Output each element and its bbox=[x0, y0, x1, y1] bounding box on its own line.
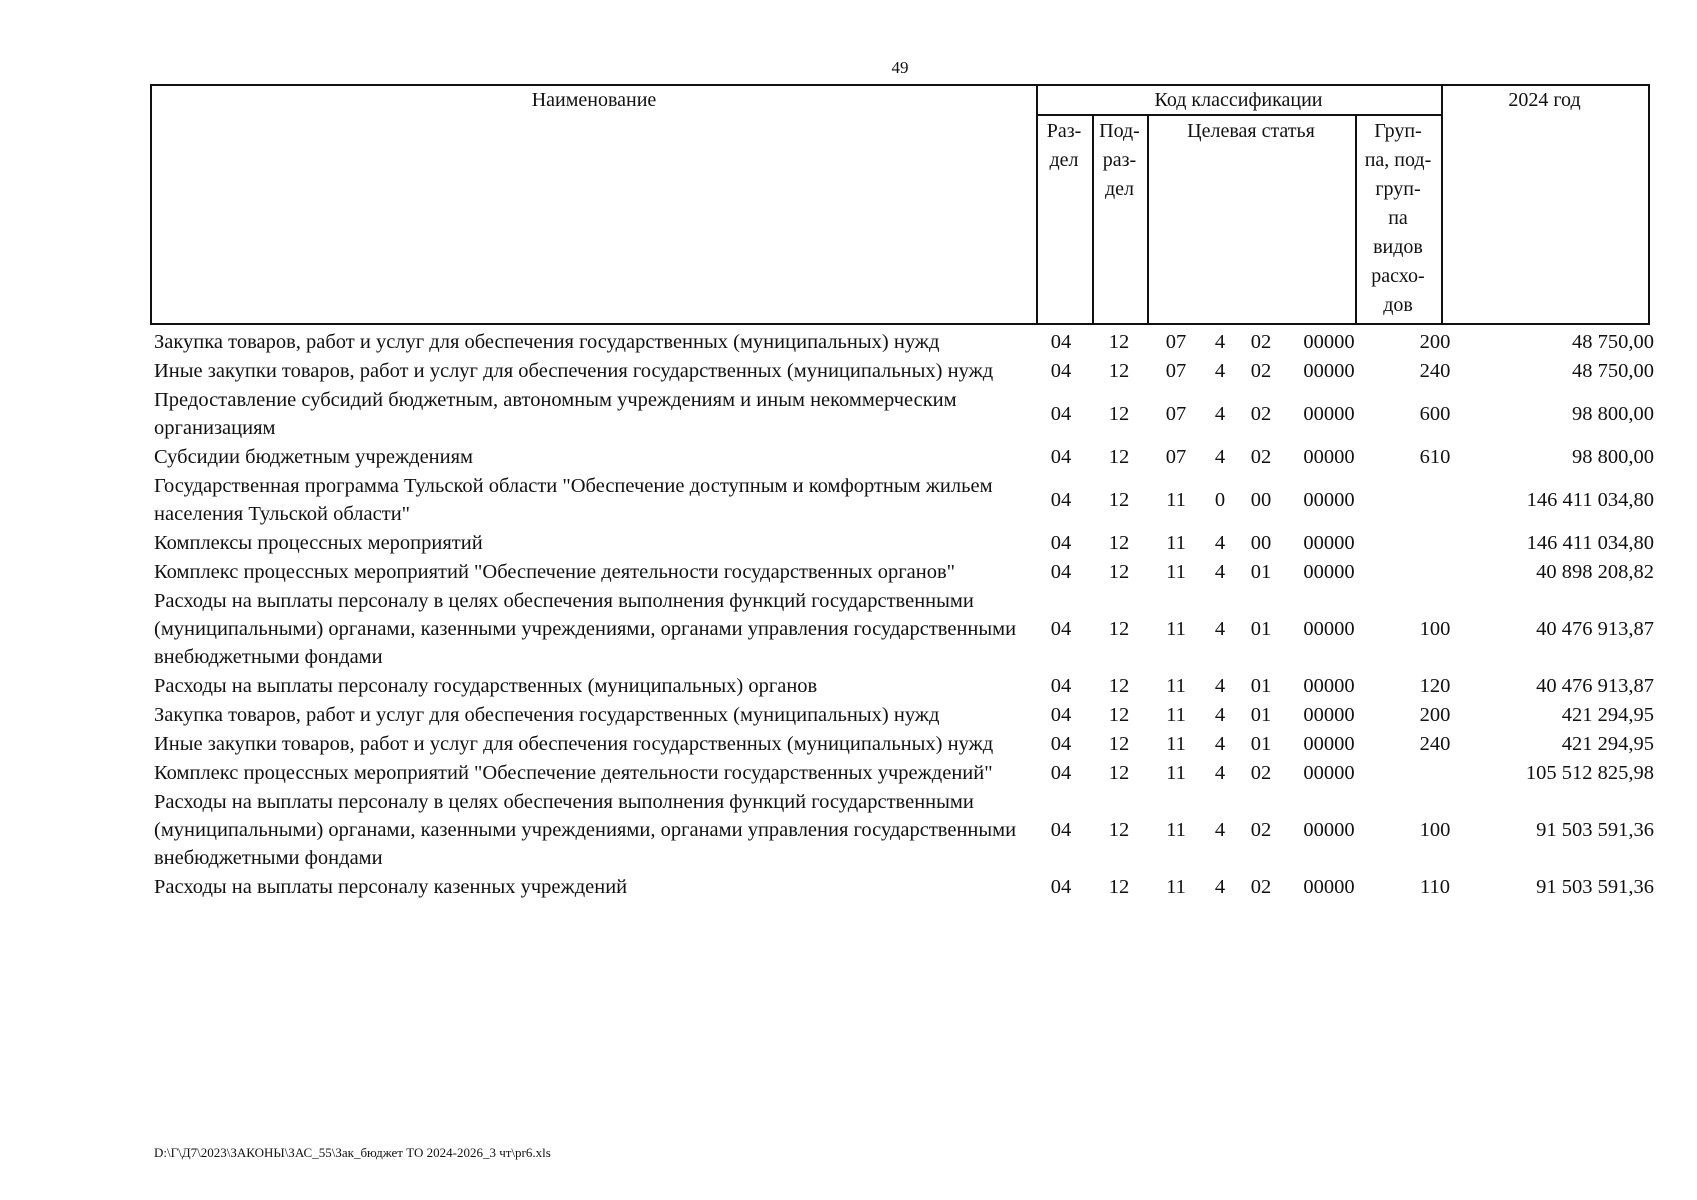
podrazdel-code: 12 bbox=[1108, 818, 1130, 841]
row-amount: 421 294,95 bbox=[1561, 732, 1654, 755]
program-code: 11 bbox=[1166, 761, 1186, 784]
program-code: 11 bbox=[1166, 560, 1186, 583]
direction-code: 00000 bbox=[1303, 761, 1355, 784]
table-row bbox=[154, 557, 1654, 586]
row-amount: 146 411 034,80 bbox=[1526, 488, 1654, 511]
footer-file-path: D:\Г\Д7\2023\ЗАКОНЫ\ЗАС_55\Зак_бюджет ТО 2024-2026_3 чт\pr6.xls bbox=[154, 1145, 551, 1160]
type-code: 4 bbox=[1214, 674, 1226, 697]
subprogram-code: 00 bbox=[1250, 531, 1272, 554]
table-body bbox=[154, 327, 1654, 901]
subprogram-code: 02 bbox=[1250, 875, 1272, 898]
program-code: 07 bbox=[1165, 402, 1187, 425]
podrazdel-code: 12 bbox=[1108, 359, 1130, 382]
podrazdel-code: 12 bbox=[1108, 445, 1130, 468]
row-amount: 48 750,00 bbox=[1572, 330, 1654, 353]
row-name: Закупка товаров, работ и услуг для обеспечения государственных (муниципальных) нужд bbox=[154, 331, 940, 353]
subprogram-code: 01 bbox=[1250, 674, 1272, 697]
direction-code: 00000 bbox=[1303, 330, 1355, 353]
direction-code: 00000 bbox=[1303, 674, 1355, 697]
subprogram-code: 02 bbox=[1250, 402, 1272, 425]
razdel-code: 04 bbox=[1050, 445, 1072, 468]
row-amount: 146 411 034,80 bbox=[1526, 531, 1654, 554]
subprogram-code: 01 bbox=[1250, 560, 1272, 583]
podrazdel-code: 12 bbox=[1108, 560, 1130, 583]
header-razdel: Раз- дел bbox=[1046, 120, 1082, 171]
subprogram-code: 02 bbox=[1250, 445, 1272, 468]
expense-type-code: 200 bbox=[1419, 330, 1451, 353]
table-row bbox=[154, 729, 1654, 758]
subprogram-code: 01 bbox=[1250, 617, 1272, 640]
subprogram-code: 02 bbox=[1250, 359, 1272, 382]
header-year: 2024 год bbox=[1508, 89, 1581, 111]
type-code: 4 bbox=[1214, 330, 1226, 353]
row-name: Комплекс процессных мероприятий "Обеспечение деятельности государственных органов" bbox=[154, 561, 956, 583]
razdel-code: 04 bbox=[1050, 732, 1072, 755]
subprogram-code: 00 bbox=[1250, 488, 1272, 511]
row-name: Предоставление субсидий бюджетным, автономным учреждениям и иным некоммерческим организациям bbox=[154, 389, 957, 439]
table-header bbox=[150, 84, 1650, 325]
type-code: 4 bbox=[1214, 445, 1226, 468]
type-code: 4 bbox=[1214, 359, 1226, 382]
table-row bbox=[154, 471, 1654, 528]
razdel-code: 04 bbox=[1050, 402, 1072, 425]
type-code: 4 bbox=[1214, 560, 1226, 583]
program-code: 11 bbox=[1166, 617, 1186, 640]
expense-type-code: 610 bbox=[1419, 445, 1451, 468]
direction-code: 00000 bbox=[1303, 560, 1355, 583]
razdel-code: 04 bbox=[1050, 617, 1072, 640]
header-target: Целевая статья bbox=[1187, 120, 1315, 142]
direction-code: 00000 bbox=[1303, 359, 1355, 382]
razdel-code: 04 bbox=[1050, 560, 1072, 583]
podrazdel-code: 12 bbox=[1108, 703, 1130, 726]
direction-code: 00000 bbox=[1303, 617, 1355, 640]
direction-code: 00000 bbox=[1303, 875, 1355, 898]
expense-type-code: 240 bbox=[1419, 359, 1451, 382]
table-row bbox=[154, 758, 1654, 787]
type-code: 4 bbox=[1214, 703, 1226, 726]
expense-type-code: 100 bbox=[1419, 617, 1451, 640]
expense-type-code: 600 bbox=[1419, 402, 1451, 425]
direction-code: 00000 bbox=[1303, 531, 1355, 554]
program-code: 11 bbox=[1166, 703, 1186, 726]
header-divider bbox=[1441, 86, 1443, 323]
type-code: 4 bbox=[1214, 818, 1226, 841]
podrazdel-code: 12 bbox=[1108, 875, 1130, 898]
razdel-code: 04 bbox=[1050, 703, 1072, 726]
table-row bbox=[154, 356, 1654, 385]
table-row bbox=[154, 787, 1654, 872]
subprogram-code: 01 bbox=[1250, 732, 1272, 755]
row-name: Иные закупки товаров, работ и услуг для обеспечения государственных (муниципальных) нужд bbox=[154, 360, 994, 382]
expense-type-code: 110 bbox=[1420, 875, 1450, 898]
expense-type-code: 200 bbox=[1419, 703, 1451, 726]
program-code: 11 bbox=[1166, 818, 1186, 841]
row-amount: 105 512 825,98 bbox=[1525, 761, 1654, 784]
razdel-code: 04 bbox=[1050, 674, 1072, 697]
program-code: 07 bbox=[1165, 330, 1187, 353]
row-name: Расходы на выплаты персоналу казенных учреждений bbox=[154, 876, 628, 898]
expense-type-code: 240 bbox=[1419, 732, 1451, 755]
program-code: 07 bbox=[1165, 359, 1187, 382]
table-row bbox=[154, 700, 1654, 729]
row-name: Иные закупки товаров, работ и услуг для обеспечения государственных (муниципальных) нужд bbox=[154, 733, 994, 755]
row-name: Государственная программа Тульской области "Обеспечение доступным и комфортным жильем населения Тульской области" bbox=[154, 475, 993, 525]
type-code: 4 bbox=[1214, 531, 1226, 554]
table-row bbox=[154, 442, 1654, 471]
type-code: 0 bbox=[1214, 488, 1226, 511]
podrazdel-code: 12 bbox=[1108, 674, 1130, 697]
razdel-code: 04 bbox=[1050, 531, 1072, 554]
direction-code: 00000 bbox=[1303, 402, 1355, 425]
type-code: 4 bbox=[1214, 617, 1226, 640]
direction-code: 00000 bbox=[1303, 818, 1355, 841]
razdel-code: 04 bbox=[1050, 488, 1072, 511]
podrazdel-code: 12 bbox=[1108, 531, 1130, 554]
program-code: 11 bbox=[1166, 531, 1186, 554]
table-row bbox=[154, 528, 1654, 557]
row-amount: 48 750,00 bbox=[1572, 359, 1654, 382]
expense-type-code: 120 bbox=[1419, 674, 1451, 697]
type-code: 4 bbox=[1214, 402, 1226, 425]
program-code: 11 bbox=[1166, 875, 1186, 898]
page-number: 49 bbox=[891, 58, 909, 77]
podrazdel-code: 12 bbox=[1108, 761, 1130, 784]
subprogram-code: 02 bbox=[1250, 330, 1272, 353]
header-podrazdel: Под- раз- дел bbox=[1099, 120, 1140, 200]
row-name: Расходы на выплаты персоналу в целях обеспечения выполнения функций государственными (муниципальными) органами, казенными учреждениями, органами управления государственными внебюджетными фондами bbox=[154, 791, 1017, 869]
direction-code: 00000 bbox=[1303, 732, 1355, 755]
razdel-code: 04 bbox=[1050, 818, 1072, 841]
table-row bbox=[154, 586, 1654, 671]
podrazdel-code: 12 bbox=[1108, 732, 1130, 755]
program-code: 11 bbox=[1166, 488, 1186, 511]
row-name: Расходы на выплаты персоналу в целях обеспечения выполнения функций государственными (муниципальными) органами, казенными учреждениями, органами управления государственными внебюджетными фондами bbox=[154, 590, 1017, 668]
row-name: Субсидии бюджетным учреждениям bbox=[154, 446, 474, 468]
razdel-code: 04 bbox=[1050, 875, 1072, 898]
type-code: 4 bbox=[1214, 761, 1226, 784]
header-classification: Код классификации bbox=[1154, 89, 1323, 111]
razdel-code: 04 bbox=[1050, 761, 1072, 784]
razdel-code: 04 bbox=[1050, 330, 1072, 353]
direction-code: 00000 bbox=[1303, 488, 1355, 511]
row-name: Расходы на выплаты персоналу государственных (муниципальных) органов bbox=[154, 675, 818, 697]
expense-type-code: 100 bbox=[1419, 818, 1451, 841]
row-amount: 40 476 913,87 bbox=[1536, 617, 1654, 640]
program-code: 11 bbox=[1166, 732, 1186, 755]
subprogram-code: 01 bbox=[1250, 703, 1272, 726]
table-row bbox=[154, 327, 1654, 356]
header-name: Наименование bbox=[531, 89, 657, 111]
type-code: 4 bbox=[1214, 875, 1226, 898]
table-row bbox=[154, 385, 1654, 442]
razdel-code: 04 bbox=[1050, 359, 1072, 382]
row-name: Закупка товаров, работ и услуг для обеспечения государственных (муниципальных) нужд bbox=[154, 704, 940, 726]
row-name: Комплекс процессных мероприятий "Обеспечение деятельности государственных учреждений" bbox=[154, 762, 993, 784]
type-code: 4 bbox=[1214, 732, 1226, 755]
subprogram-code: 02 bbox=[1250, 818, 1272, 841]
table-row bbox=[154, 872, 1654, 901]
header-vr: Груп- па, под- груп- па видов расхо- дов bbox=[1364, 120, 1432, 316]
program-code: 11 bbox=[1166, 674, 1186, 697]
podrazdel-code: 12 bbox=[1108, 330, 1130, 353]
row-amount: 91 503 591,36 bbox=[1536, 875, 1654, 898]
program-code: 07 bbox=[1165, 445, 1187, 468]
subprogram-code: 02 bbox=[1250, 761, 1272, 784]
row-name: Комплексы процессных мероприятий bbox=[154, 532, 483, 554]
row-amount: 98 800,00 bbox=[1572, 402, 1654, 425]
direction-code: 00000 bbox=[1303, 445, 1355, 468]
table-row bbox=[154, 671, 1654, 700]
podrazdel-code: 12 bbox=[1108, 402, 1130, 425]
row-amount: 98 800,00 bbox=[1572, 445, 1654, 468]
row-amount: 40 898 208,82 bbox=[1536, 560, 1654, 583]
row-amount: 91 503 591,36 bbox=[1536, 818, 1654, 841]
direction-code: 00000 bbox=[1303, 703, 1355, 726]
podrazdel-code: 12 bbox=[1108, 488, 1130, 511]
row-amount: 40 476 913,87 bbox=[1536, 674, 1654, 697]
podrazdel-code: 12 bbox=[1108, 617, 1130, 640]
row-amount: 421 294,95 bbox=[1561, 703, 1654, 726]
